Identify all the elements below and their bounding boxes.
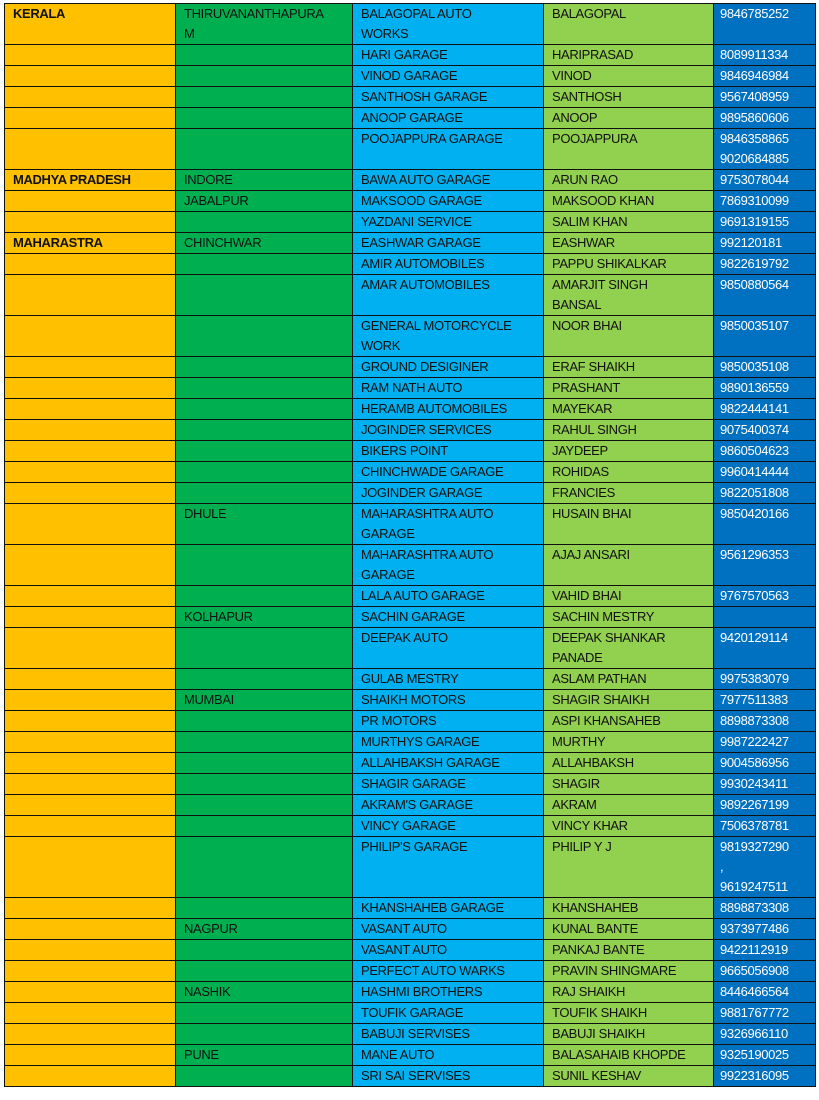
state-cell	[5, 753, 176, 774]
phone-cell: 9860504623	[714, 441, 816, 462]
garage-cell: HERAMB AUTOMOBILES	[353, 399, 544, 420]
city-cell	[176, 898, 353, 919]
garage-cell: MAKSOOD GARAGE	[353, 191, 544, 212]
table-row	[5, 711, 816, 732]
city-cell: NAGPUR	[176, 919, 353, 940]
state-cell	[5, 982, 176, 1003]
table-row	[5, 483, 816, 504]
city-cell	[176, 816, 353, 837]
owner-cell: AKRAM	[544, 795, 714, 816]
owner-cell: PANKAJ BANTE	[544, 940, 714, 961]
state-cell	[5, 441, 176, 462]
city-cell	[176, 732, 353, 753]
city-cell: KOLHAPUR	[176, 607, 353, 628]
city-cell	[176, 378, 353, 399]
phone-cell: 9895860606	[714, 108, 816, 129]
phone-cell: 9691319155	[714, 212, 816, 233]
table-row	[5, 669, 816, 690]
city-cell	[176, 1024, 353, 1045]
city-cell	[176, 483, 353, 504]
state-cell	[5, 129, 176, 170]
phone-cell: 9846946984	[714, 66, 816, 87]
state-cell	[5, 45, 176, 66]
owner-cell: PRASHANT	[544, 378, 714, 399]
phone-cell: 9422112919	[714, 940, 816, 961]
state-cell	[5, 711, 176, 732]
owner-cell: VINCY KHAR	[544, 816, 714, 837]
table-row	[5, 504, 816, 545]
city-cell: MUMBAI	[176, 690, 353, 711]
phone-cell: 9561296353	[714, 545, 816, 586]
owner-cell: RAHUL SINGH	[544, 420, 714, 441]
city-cell	[176, 586, 353, 607]
city-cell	[176, 129, 353, 170]
table-row	[5, 1003, 816, 1024]
garage-cell: PR MOTORS	[353, 711, 544, 732]
city-cell	[176, 66, 353, 87]
owner-cell: KHANSHAHEB	[544, 898, 714, 919]
garage-cell: VASANT AUTO	[353, 919, 544, 940]
garage-cell: KHANSHAHEB GARAGE	[353, 898, 544, 919]
city-cell	[176, 420, 353, 441]
owner-cell: PAPPU SHIKALKAR	[544, 254, 714, 275]
owner-cell: TOUFIK SHAIKH	[544, 1003, 714, 1024]
city-cell	[176, 275, 353, 316]
table-row	[5, 212, 816, 233]
owner-cell: SALIM KHAN	[544, 212, 714, 233]
garage-cell: HARI GARAGE	[353, 45, 544, 66]
state-cell	[5, 1003, 176, 1024]
table-row	[5, 316, 816, 357]
phone-cell: 9850420166	[714, 504, 816, 545]
table-row	[5, 254, 816, 275]
table-row	[5, 586, 816, 607]
phone-cell: 9846358865 9020684885	[714, 129, 816, 170]
garage-cell: EASHWAR GARAGE	[353, 233, 544, 254]
state-cell	[5, 837, 176, 898]
owner-cell: ARUN RAO	[544, 170, 714, 191]
owner-cell: KUNAL BANTE	[544, 919, 714, 940]
phone-cell: 7869310099	[714, 191, 816, 212]
owner-cell: ANOOP	[544, 108, 714, 129]
table-row	[5, 108, 816, 129]
table-row	[5, 129, 816, 170]
table-row	[5, 774, 816, 795]
city-cell	[176, 87, 353, 108]
state-cell	[5, 940, 176, 961]
city-cell	[176, 545, 353, 586]
garage-cell: SHAIKH MOTORS	[353, 690, 544, 711]
garage-cell: TOUFIK GARAGE	[353, 1003, 544, 1024]
table-row	[5, 275, 816, 316]
garage-cell: GULAB MESTRY	[353, 669, 544, 690]
garage-cell: PERFECT AUTO WARKS	[353, 961, 544, 982]
table-row	[5, 919, 816, 940]
garage-cell: MAHARASHTRA AUTO GARAGE	[353, 504, 544, 545]
garage-cell: DEEPAK AUTO	[353, 628, 544, 669]
garage-cell: LALA AUTO GARAGE	[353, 586, 544, 607]
garage-cell: SHAGIR GARAGE	[353, 774, 544, 795]
garage-cell: MANE AUTO	[353, 1045, 544, 1066]
city-cell	[176, 628, 353, 669]
garage-cell: VINCY GARAGE	[353, 816, 544, 837]
table-row	[5, 690, 816, 711]
state-cell	[5, 191, 176, 212]
table-row	[5, 753, 816, 774]
state-cell: MAHARASTRA	[5, 233, 176, 254]
state-cell	[5, 399, 176, 420]
owner-cell: SANTHOSH	[544, 87, 714, 108]
owner-cell: NOOR BHAI	[544, 316, 714, 357]
city-cell	[176, 254, 353, 275]
city-cell	[176, 399, 353, 420]
owner-cell: ALLAHBAKSH	[544, 753, 714, 774]
owner-cell: MAYEKAR	[544, 399, 714, 420]
city-cell	[176, 212, 353, 233]
owner-cell: ASLAM PATHAN	[544, 669, 714, 690]
city-cell	[176, 1003, 353, 1024]
state-cell	[5, 690, 176, 711]
city-cell	[176, 669, 353, 690]
state-cell	[5, 254, 176, 275]
table-row	[5, 545, 816, 586]
owner-cell: ASPI KHANSAHEB	[544, 711, 714, 732]
state-cell	[5, 212, 176, 233]
city-cell: THIRUVANANTHAPURA M	[176, 4, 353, 45]
garage-cell: AKRAM'S GARAGE	[353, 795, 544, 816]
table-row	[5, 898, 816, 919]
state-cell	[5, 732, 176, 753]
state-cell	[5, 504, 176, 545]
garage-cell: YAZDANI SERVICE	[353, 212, 544, 233]
owner-cell: SHAGIR	[544, 774, 714, 795]
state-cell	[5, 898, 176, 919]
table-row	[5, 795, 816, 816]
phone-cell: 9960414444	[714, 462, 816, 483]
owner-cell: SHAGIR SHAIKH	[544, 690, 714, 711]
phone-cell: 9822619792	[714, 254, 816, 275]
state-cell	[5, 462, 176, 483]
phone-cell: 9892267199	[714, 795, 816, 816]
city-cell	[176, 441, 353, 462]
owner-cell: SACHIN MESTRY	[544, 607, 714, 628]
owner-cell: PRAVIN SHINGMARE	[544, 961, 714, 982]
city-cell: CHINCHWAR	[176, 233, 353, 254]
garage-cell: SRI SAI SERVISES	[353, 1066, 544, 1087]
state-cell	[5, 628, 176, 669]
table-row	[5, 982, 816, 1003]
table-row	[5, 420, 816, 441]
city-cell: DHULE	[176, 504, 353, 545]
owner-cell: VAHID BHAI	[544, 586, 714, 607]
state-cell: KERALA	[5, 4, 176, 45]
phone-cell: 8898873308	[714, 898, 816, 919]
city-cell	[176, 837, 353, 898]
city-cell	[176, 108, 353, 129]
garage-cell: SACHIN GARAGE	[353, 607, 544, 628]
table-row	[5, 87, 816, 108]
phone-cell: 9325190025	[714, 1045, 816, 1066]
phone-cell: 9075400374	[714, 420, 816, 441]
garage-cell: POOJAPPURA GARAGE	[353, 129, 544, 170]
phone-cell: 9822444141	[714, 399, 816, 420]
table-row	[5, 607, 816, 628]
phone-cell: 8898873308	[714, 711, 816, 732]
phone-cell: 9975383079	[714, 669, 816, 690]
city-cell	[176, 774, 353, 795]
owner-cell: SUNIL KESHAV	[544, 1066, 714, 1087]
owner-cell: POOJAPPURA	[544, 129, 714, 170]
phone-cell: 9922316095	[714, 1066, 816, 1087]
phone-cell: 9987222427	[714, 732, 816, 753]
table-row	[5, 4, 816, 45]
owner-cell: AMARJIT SINGH BANSAL	[544, 275, 714, 316]
owner-cell: RAJ SHAIKH	[544, 982, 714, 1003]
phone-cell: 9850880564	[714, 275, 816, 316]
state-cell	[5, 607, 176, 628]
owner-cell: EASHWAR	[544, 233, 714, 254]
state-cell	[5, 961, 176, 982]
city-cell	[176, 940, 353, 961]
state-cell	[5, 357, 176, 378]
phone-cell: 9850035108	[714, 357, 816, 378]
garage-cell: PHILIP'S GARAGE	[353, 837, 544, 898]
state-cell	[5, 87, 176, 108]
city-cell	[176, 462, 353, 483]
city-cell	[176, 357, 353, 378]
phone-cell: 7977511383	[714, 690, 816, 711]
table-row	[5, 191, 816, 212]
owner-cell: AJAJ ANSARI	[544, 545, 714, 586]
city-cell	[176, 1066, 353, 1087]
table-row	[5, 1024, 816, 1045]
phone-cell: 9890136559	[714, 378, 816, 399]
table-row	[5, 45, 816, 66]
table-row	[5, 233, 816, 254]
phone-cell: 9373977486	[714, 919, 816, 940]
owner-cell: JAYDEEP	[544, 441, 714, 462]
state-cell	[5, 586, 176, 607]
owner-cell: PHILIP Y J	[544, 837, 714, 898]
state-cell	[5, 483, 176, 504]
table-row	[5, 378, 816, 399]
state-cell	[5, 1024, 176, 1045]
owner-cell: ROHIDAS	[544, 462, 714, 483]
phone-cell: 9819327290 , 9619247511	[714, 837, 816, 898]
phone-cell: 8089911334	[714, 45, 816, 66]
state-cell	[5, 545, 176, 586]
state-cell	[5, 316, 176, 357]
garage-cell: VINOD GARAGE	[353, 66, 544, 87]
phone-cell: 7506378781	[714, 816, 816, 837]
city-cell: INDORE	[176, 170, 353, 191]
state-cell	[5, 66, 176, 87]
garage-cell: VASANT AUTO	[353, 940, 544, 961]
garage-cell: HASHMI BROTHERS	[353, 982, 544, 1003]
owner-cell: BALAGOPAL	[544, 4, 714, 45]
phone-cell: 9767570563	[714, 586, 816, 607]
state-cell	[5, 795, 176, 816]
garage-cell: JOGINDER GARAGE	[353, 483, 544, 504]
state-cell	[5, 919, 176, 940]
table-row	[5, 628, 816, 669]
garage-cell: BABUJI SERVISES	[353, 1024, 544, 1045]
phone-cell: 9326966110	[714, 1024, 816, 1045]
state-cell	[5, 1066, 176, 1087]
table-row	[5, 462, 816, 483]
table-row	[5, 441, 816, 462]
phone-cell: 9567408959	[714, 87, 816, 108]
state-cell	[5, 420, 176, 441]
state-cell	[5, 108, 176, 129]
phone-cell: 9930243411	[714, 774, 816, 795]
table-row	[5, 732, 816, 753]
owner-cell: MURTHY	[544, 732, 714, 753]
garage-cell: BAWA AUTO GARAGE	[353, 170, 544, 191]
table-row	[5, 357, 816, 378]
garage-cell: BIKERS POINT	[353, 441, 544, 462]
garage-cell: AMAR AUTOMOBILES	[353, 275, 544, 316]
table-row	[5, 961, 816, 982]
phone-cell: 992120181	[714, 233, 816, 254]
city-cell: NASHIK	[176, 982, 353, 1003]
garage-directory-table	[4, 3, 816, 1087]
table-body	[5, 4, 816, 1087]
table-row	[5, 816, 816, 837]
phone-cell: 8446466564	[714, 982, 816, 1003]
owner-cell: DEEPAK SHANKAR PANADE	[544, 628, 714, 669]
city-cell: JABALPUR	[176, 191, 353, 212]
city-cell	[176, 795, 353, 816]
city-cell: PUNE	[176, 1045, 353, 1066]
table-row	[5, 1066, 816, 1087]
garage-cell: BALAGOPAL AUTO WORKS	[353, 4, 544, 45]
phone-cell: 9420129114	[714, 628, 816, 669]
garage-cell: JOGINDER SERVICES	[353, 420, 544, 441]
garage-cell: SANTHOSH GARAGE	[353, 87, 544, 108]
table-row	[5, 1045, 816, 1066]
owner-cell: HUSAIN BHAI	[544, 504, 714, 545]
city-cell	[176, 316, 353, 357]
owner-cell: BALASAHAIB KHOPDE	[544, 1045, 714, 1066]
phone-cell	[714, 607, 816, 628]
city-cell	[176, 961, 353, 982]
garage-cell: MAHARASHTRA AUTO GARAGE	[353, 545, 544, 586]
owner-cell: VINOD	[544, 66, 714, 87]
city-cell	[176, 711, 353, 732]
garage-cell: ANOOP GARAGE	[353, 108, 544, 129]
table-row	[5, 837, 816, 898]
state-cell	[5, 1045, 176, 1066]
garage-cell: GENERAL MOTORCYCLE WORK	[353, 316, 544, 357]
table-row	[5, 66, 816, 87]
state-cell	[5, 378, 176, 399]
owner-cell: FRANCIES	[544, 483, 714, 504]
table-row	[5, 399, 816, 420]
garage-cell: GROUND DESIGINER	[353, 357, 544, 378]
state-cell	[5, 774, 176, 795]
garage-cell: AMIR AUTOMOBILES	[353, 254, 544, 275]
garage-cell: CHINCHWADE GARAGE	[353, 462, 544, 483]
owner-cell: BABUJI SHAIKH	[544, 1024, 714, 1045]
phone-cell: 9665056908	[714, 961, 816, 982]
owner-cell: MAKSOOD KHAN	[544, 191, 714, 212]
garage-cell: MURTHYS GARAGE	[353, 732, 544, 753]
garage-cell: RAM NATH AUTO	[353, 378, 544, 399]
state-cell	[5, 816, 176, 837]
city-cell	[176, 45, 353, 66]
phone-cell: 9846785252	[714, 4, 816, 45]
state-cell: MADHYA PRADESH	[5, 170, 176, 191]
table-row	[5, 940, 816, 961]
table-row	[5, 170, 816, 191]
garage-cell: ALLAHBAKSH GARAGE	[353, 753, 544, 774]
owner-cell: ERAF SHAIKH	[544, 357, 714, 378]
phone-cell: 9753078044	[714, 170, 816, 191]
phone-cell: 9822051808	[714, 483, 816, 504]
city-cell	[176, 753, 353, 774]
phone-cell: 9850035107	[714, 316, 816, 357]
phone-cell: 9881767772	[714, 1003, 816, 1024]
state-cell	[5, 275, 176, 316]
phone-cell: 9004586956	[714, 753, 816, 774]
state-cell	[5, 669, 176, 690]
owner-cell: HARIPRASAD	[544, 45, 714, 66]
